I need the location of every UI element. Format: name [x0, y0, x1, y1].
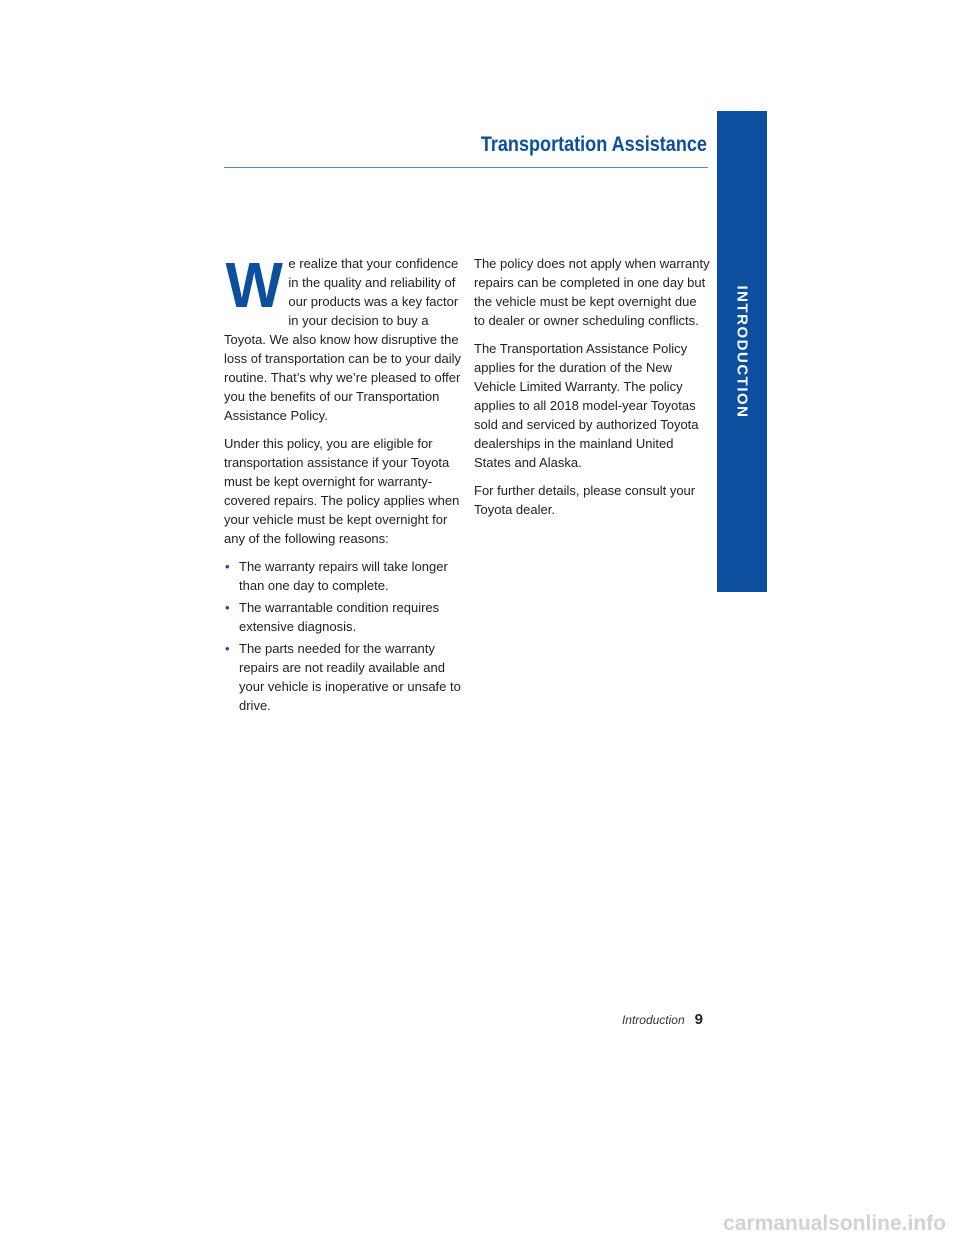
list-item [224, 639, 464, 715]
watermark: carmanualsonline.info [723, 1212, 946, 1235]
left-column [224, 249, 464, 718]
reasons-list [224, 557, 464, 715]
list-item [224, 557, 464, 595]
list-item-text: The warrantable condition requires extensive diagnosis. [239, 600, 440, 634]
bullet-icon: • [225, 600, 230, 615]
list-item [224, 598, 464, 636]
bullet-icon: • [225, 641, 230, 656]
page-footer [622, 1011, 703, 1029]
footer-section-name: Introduction [621, 1013, 685, 1027]
exclusion-paragraph: The policy does not apply when warranty repairs can be completed in one day but the vehicle must be kept overnight due to dealer or owner scheduling conflicts. [474, 256, 710, 328]
intro-text: e realize that your confidence in the quality and reliability of our products was a key factor in your decision to buy a Toyota. We also know how disruptive the loss of transportation can be to your daily routine. That’s why we’re pleased to offer you the benefits of our Transportation Assistance Policy. [224, 256, 462, 423]
page-title: Transportation Assistance [480, 133, 707, 156]
page-number: 9 [694, 1011, 703, 1028]
intro-paragraph [224, 249, 464, 425]
duration-paragraph: The Transportation Assistance Policy applies for the duration of the New Vehicle Limited Warranty. The policy applies to all 2018 model-year Toyotas sold and serviced by authorized Toyota dealerships in the mainland United States and Alaska. [474, 341, 699, 470]
drop-cap: W [225, 249, 283, 321]
side-tab-label: INTRODUCTION [733, 285, 751, 419]
bullet-icon: • [225, 559, 230, 574]
contact-paragraph: For further details, please consult your Toyota dealer. [474, 483, 696, 517]
title-divider [224, 167, 708, 168]
eligibility-paragraph: Under this policy, you are eligible for transportation assistance if your Toyota must be kept overnight for warranty-covered repairs. The policy applies when your vehicle must be kept overnight for any of the following reasons: [224, 436, 460, 546]
list-item-text: The parts needed for the warranty repairs are not readily available and your vehicle is inoperative or unsafe to drive. [239, 641, 461, 713]
right-column [474, 254, 710, 528]
list-item-text: The warranty repairs will take longer than one day to complete. [239, 559, 448, 593]
